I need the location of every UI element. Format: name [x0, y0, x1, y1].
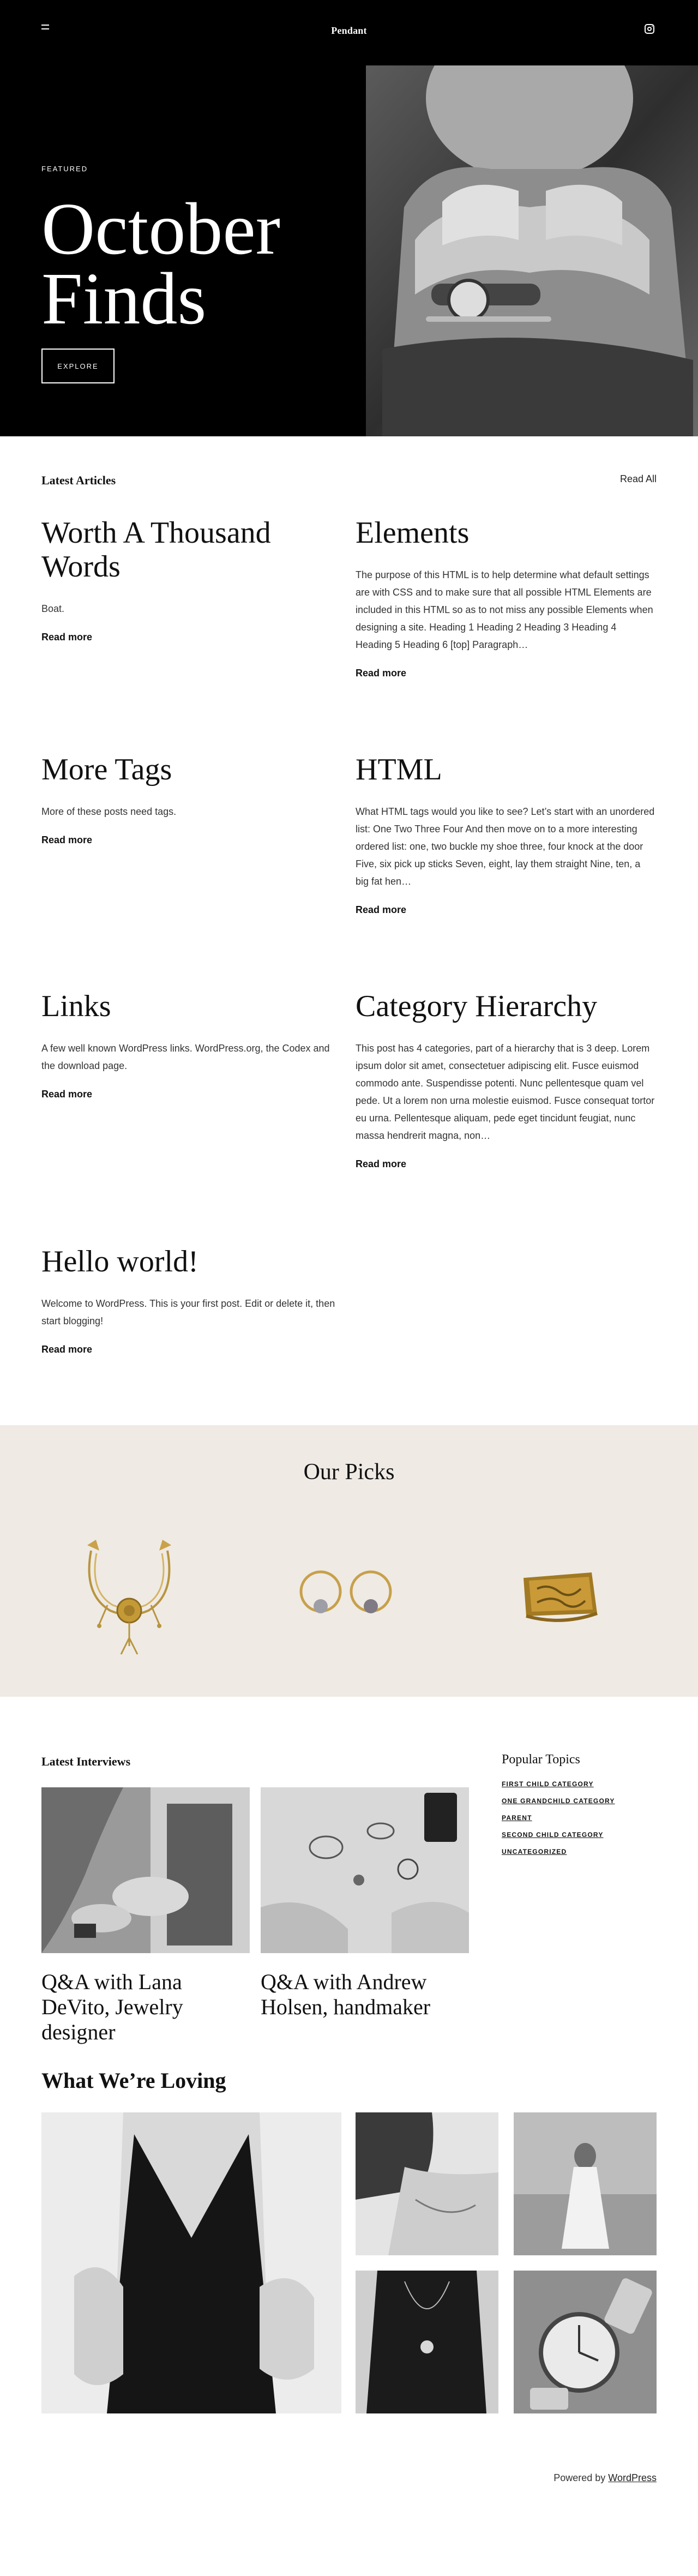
topic-link[interactable]: ONE GRANDCHILD CATEGORY	[502, 1797, 615, 1805]
wordpress-link[interactable]: WordPress	[608, 2472, 657, 2483]
article-title[interactable]: Worth A Thousand Words	[41, 516, 271, 584]
footer-credit-prefix: Powered by	[553, 2472, 609, 2483]
article-excerpt: The purpose of this HTML is to help determine what default settings are with CSS and to make sure that all possible HTML Elements are included in this HTML so as to not miss any possible Elements when designing a site. Heading 1 Heading 2 Heading 3 Heading 4 Heading 5 Heading 6 [top] Paragraph…	[356, 569, 653, 650]
read-more-link[interactable]: Read more	[41, 632, 93, 643]
hero-title-line1: October	[41, 188, 281, 270]
latest-interviews-heading: Latest Interviews	[41, 1755, 131, 1768]
topic-link[interactable]: FIRST CHILD CATEGORY	[502, 1780, 594, 1788]
popular-topics	[502, 1752, 615, 1865]
article-title[interactable]: Category Hierarchy	[356, 989, 598, 1023]
pick-bracelet-image[interactable]	[77, 1529, 181, 1665]
interview-photo-illustration	[41, 1787, 250, 1953]
read-all-link[interactable]: Read All	[619, 473, 657, 484]
our-picks-heading: Our Picks	[303, 1460, 395, 1485]
hero-image[interactable]	[366, 65, 698, 436]
topic-link[interactable]: UNCATEGORIZED	[502, 1848, 567, 1856]
loving-photo-illustration	[356, 2271, 498, 2413]
article-card	[41, 989, 341, 1100]
read-more-link[interactable]: Read more	[356, 904, 407, 915]
hero-photo-illustration	[366, 65, 698, 436]
article-excerpt: This post has 4 categories, part of a hierarchy that is 3 deep. Lorem ipsum dolor sit amet, consectetuer adipiscing elit. Fusce euismod commodo ante. Suspendisse potenti. Nunc pellentesque quam vel pede. Ut a lorem non urna molestie euismod. Fusce consequat tortor eu urna. Pellentesque aliquam, pede eget tincidunt feugiat, nunc massa hendrerit magna, non…	[356, 1043, 655, 1141]
interview-title[interactable]: Q&A with Lana DeVito, Jewelry designer	[41, 1969, 183, 2044]
read-more-link[interactable]: Read more	[356, 668, 407, 678]
interview-title[interactable]: Q&A with Andrew Holsen, handmaker	[261, 1969, 431, 2019]
instagram-icon[interactable]	[645, 24, 654, 34]
interview-card[interactable]	[261, 1787, 469, 2020]
article-excerpt: What HTML tags would you like to see? Let’s start with an unordered list: One Two Three Four And then move on to a more interesting ordered list: one, two buckle my shoe three, four knock at the door Five, six pick up sticks Seven, eight, lay them straight Nine, ten, a big fat hen…	[356, 806, 655, 887]
latest-interviews-section	[0, 1697, 698, 2068]
read-more-link[interactable]: Read more	[41, 1344, 93, 1355]
site-header	[0, 0, 698, 65]
latest-articles-heading: Latest Articles	[41, 473, 116, 487]
article-title[interactable]: More Tags	[41, 753, 172, 786]
pick-ring-image[interactable]	[515, 1562, 603, 1627]
read-more-link[interactable]: Read more	[41, 1089, 93, 1100]
footer-credit	[553, 2472, 657, 2484]
loving-image-large[interactable]	[41, 2112, 341, 2413]
hero-content	[41, 65, 347, 436]
article-card	[41, 1245, 341, 1355]
loving-photo-illustration	[41, 2112, 341, 2413]
article-title[interactable]: Hello world!	[41, 1245, 198, 1278]
our-picks-section	[0, 1425, 698, 1697]
loving-photo-illustration	[356, 2112, 498, 2255]
hero-eyebrow: FEATURED	[41, 165, 88, 173]
interview-card[interactable]	[41, 1787, 250, 2045]
article-excerpt: More of these posts need tags.	[41, 806, 177, 817]
hero-title	[41, 188, 281, 340]
what-were-loving-heading: What We’re Loving	[41, 2068, 226, 2093]
loving-image-small[interactable]	[356, 2271, 498, 2413]
what-were-loving-section	[0, 2068, 698, 2472]
hero-title-line2: Finds	[41, 258, 207, 340]
article-excerpt: Boat.	[41, 603, 65, 614]
site-footer	[0, 2472, 698, 2576]
article-excerpt: A few well known WordPress links. WordPress.org, the Codex and the download page.	[41, 1043, 330, 1071]
hero	[0, 65, 698, 436]
loving-image-small[interactable]	[514, 2112, 657, 2255]
read-more-link[interactable]: Read more	[41, 834, 93, 845]
loving-image-small[interactable]	[514, 2271, 657, 2413]
site-title[interactable]: Pendant	[331, 25, 367, 36]
article-title[interactable]: HTML	[356, 753, 442, 786]
loving-photo-illustration	[514, 2271, 657, 2413]
interview-image[interactable]	[261, 1787, 469, 1953]
article-excerpt: Welcome to WordPress. This is your first post. Edit or delete it, then start blogging!	[41, 1298, 335, 1326]
popular-topics-heading: Popular Topics	[502, 1752, 580, 1767]
pick-earrings-image[interactable]	[294, 1562, 404, 1632]
article-title[interactable]: Links	[41, 989, 111, 1023]
article-card	[356, 753, 655, 916]
topic-link[interactable]: SECOND CHILD CATEGORY	[502, 1831, 604, 1839]
loving-image-small[interactable]	[356, 2112, 498, 2255]
article-card	[356, 516, 655, 679]
interview-image[interactable]	[41, 1787, 250, 1953]
article-card	[356, 989, 655, 1170]
article-card	[41, 516, 341, 643]
latest-articles-section	[0, 436, 698, 1425]
article-title[interactable]: Elements	[356, 516, 470, 550]
explore-button[interactable]: EXPLORE	[41, 349, 115, 383]
read-more-link[interactable]: Read more	[356, 1158, 407, 1169]
article-card	[41, 753, 341, 846]
interview-photo-illustration	[261, 1787, 469, 1953]
topic-link[interactable]: PARENT	[502, 1814, 532, 1822]
loving-photo-illustration	[514, 2112, 657, 2255]
